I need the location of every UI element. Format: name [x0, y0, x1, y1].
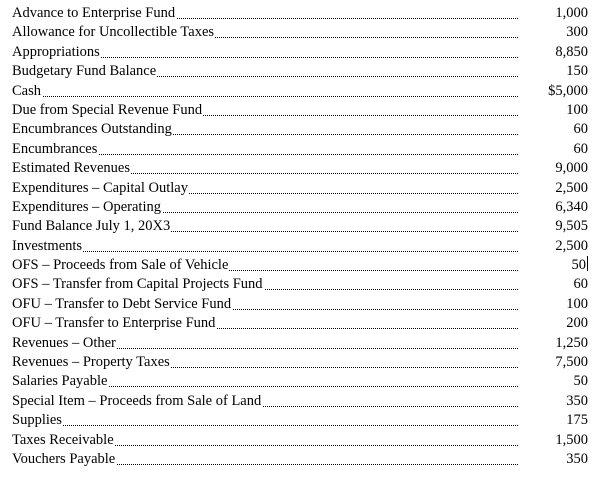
- account-name: OFS – Proceeds from Sale of Vehicle: [12, 256, 229, 275]
- account-amount: 150: [566, 63, 588, 80]
- account-name: OFS – Transfer from Capital Projects Fund: [12, 275, 264, 294]
- account-amount: 7,500: [555, 354, 588, 371]
- account-row: [0, 256, 606, 275]
- account-name: Vouchers Payable: [12, 450, 116, 469]
- text-cursor: [587, 256, 588, 271]
- account-row: [0, 140, 606, 159]
- account-name: Encumbrances: [12, 140, 98, 159]
- account-row: [0, 411, 606, 430]
- dot-leader: [12, 251, 518, 252]
- account-row: [0, 334, 606, 353]
- account-name: Expenditures – Operating: [12, 198, 162, 217]
- account-amount: 9,505: [555, 218, 588, 235]
- account-row: [0, 82, 606, 101]
- account-row: [0, 275, 606, 294]
- account-row: [0, 295, 606, 314]
- account-name: Supplies: [12, 411, 63, 430]
- account-amount: 8,850: [555, 43, 588, 60]
- account-amount: 9,000: [555, 160, 588, 177]
- account-row: [0, 237, 606, 256]
- account-name: Advance to Enterprise Fund: [12, 4, 176, 23]
- account-name: Revenues – Property Taxes: [12, 353, 171, 372]
- account-row: [0, 159, 606, 178]
- account-row: [0, 43, 606, 62]
- account-amount: 1,000: [555, 5, 588, 21]
- account-row: [0, 23, 606, 42]
- account-name: Encumbrances Outstanding: [12, 120, 173, 139]
- account-name: Budgetary Fund Balance: [12, 62, 157, 81]
- account-row: [0, 198, 606, 217]
- account-amount: 1,250: [555, 334, 588, 351]
- account-name: Investments: [12, 237, 83, 256]
- account-name: Special Item – Proceeds from Sale of Land: [12, 392, 262, 411]
- account-row: [0, 4, 606, 23]
- account-name: OFU – Transfer to Enterprise Fund: [12, 314, 216, 333]
- account-row: [0, 314, 606, 333]
- account-name: Expenditures – Capital Outlay: [12, 179, 189, 198]
- account-name: Taxes Receivable: [12, 431, 115, 450]
- account-row: [0, 120, 606, 139]
- account-amount: 350: [566, 450, 588, 467]
- account-amount: 175: [566, 412, 588, 429]
- account-name: Fund Balance July 1, 20X3: [12, 217, 171, 236]
- account-amount: 60: [573, 276, 588, 293]
- account-amount: 300: [566, 24, 588, 41]
- account-amount: 350: [566, 392, 588, 409]
- account-name: Revenues – Other: [12, 334, 117, 353]
- account-name: Appropriations: [12, 43, 101, 62]
- account-amount-text: 50: [571, 257, 586, 274]
- account-name: Due from Special Revenue Fund: [12, 101, 203, 120]
- account-amount: 60: [573, 140, 588, 157]
- dot-leader: [12, 425, 518, 426]
- account-row: [0, 392, 606, 411]
- dot-leader: [12, 96, 518, 97]
- account-row: [0, 179, 606, 198]
- account-amount: 60: [573, 121, 588, 138]
- account-row: [0, 372, 606, 391]
- account-row: [0, 217, 606, 236]
- account-amount: 6,340: [555, 198, 588, 215]
- account-amount: [572, 256, 589, 275]
- account-amount: $5,000: [548, 82, 588, 99]
- account-amount: 50: [573, 373, 588, 390]
- account-name: OFU – Transfer to Debt Service Fund: [12, 295, 232, 314]
- account-amount: 2,500: [555, 179, 588, 196]
- account-row: [0, 431, 606, 450]
- account-amount: 1,500: [555, 431, 588, 448]
- account-amount: 100: [566, 295, 588, 312]
- account-amount: 100: [566, 101, 588, 118]
- account-name: Estimated Revenues: [12, 159, 131, 178]
- account-amount: 2,500: [555, 237, 588, 254]
- account-row: [0, 353, 606, 372]
- account-row: [0, 62, 606, 81]
- account-name: Cash: [12, 82, 42, 101]
- account-name: Salaries Payable: [12, 372, 108, 391]
- account-row: [0, 450, 606, 469]
- account-amount: 200: [566, 315, 588, 332]
- account-row: [0, 101, 606, 120]
- account-name: Allowance for Uncollectible Taxes: [12, 23, 215, 42]
